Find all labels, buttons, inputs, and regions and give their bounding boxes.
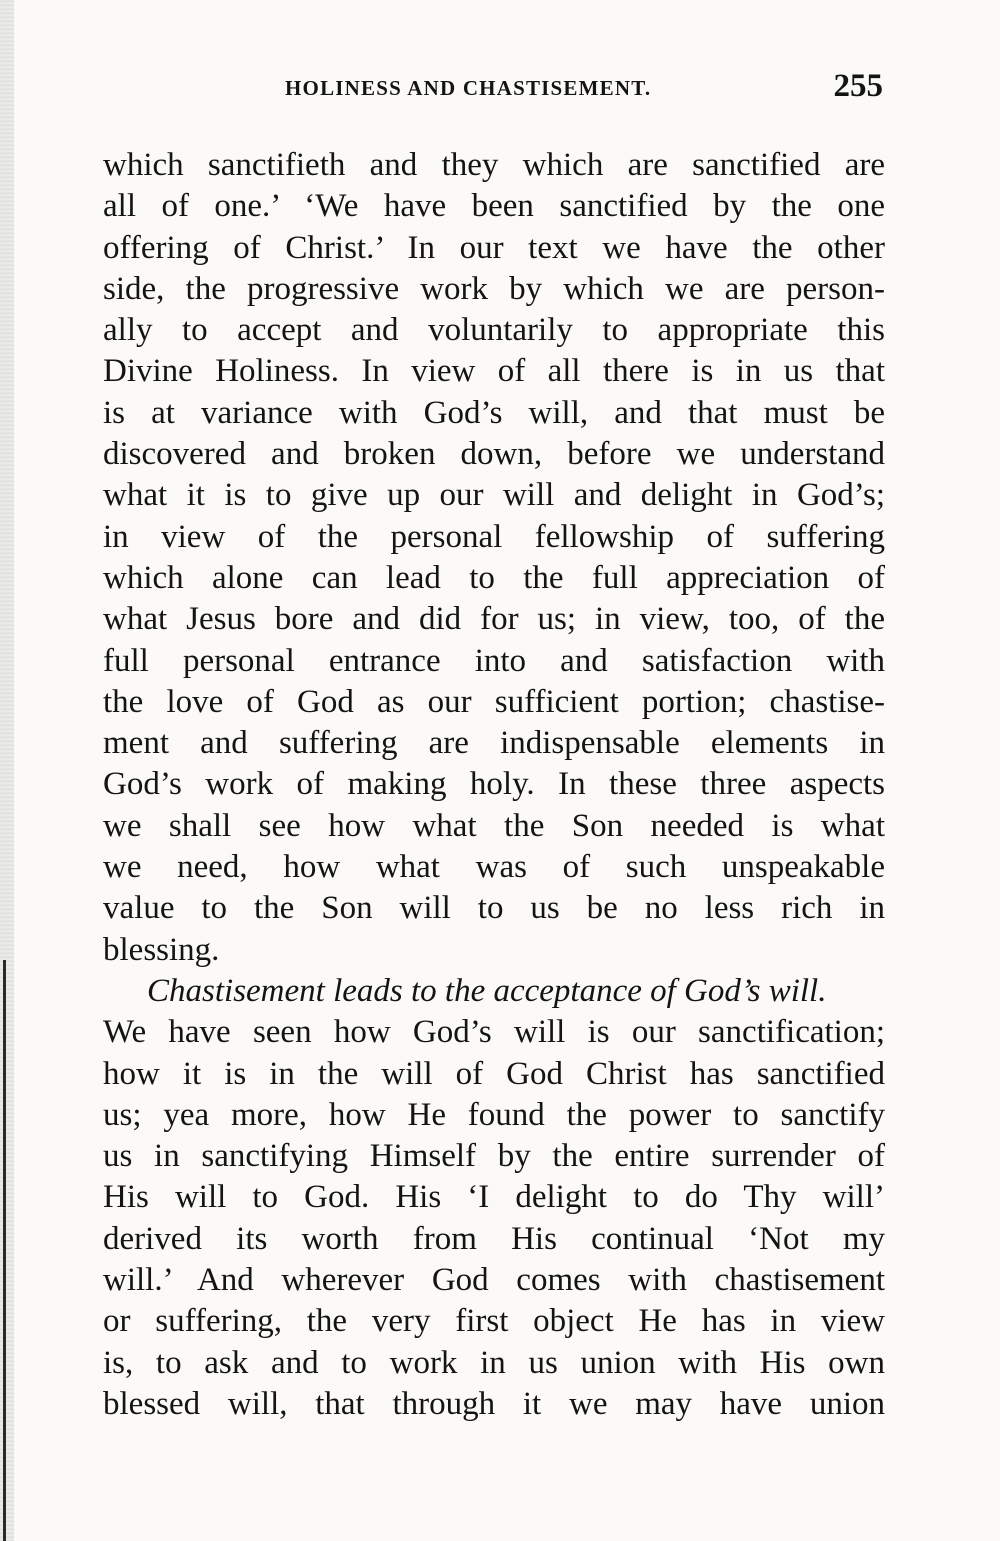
body-line: which sanctifieth and they which are sanctified are — [103, 147, 885, 183]
body-line: value to the Son will to us be no less rich in — [103, 890, 885, 927]
body-line: is at variance with God’s will, and that must be — [103, 394, 885, 431]
body-line: we need, how what was of such unspeakable — [103, 849, 885, 886]
body-line: the love of God as our sufficient portion; chastise- — [103, 683, 885, 720]
body-line: full personal entrance into and satisfaction with — [103, 642, 885, 679]
body-line: God’s work of making holy. In these three aspects — [103, 766, 885, 803]
body-line: which alone can lead to the full appreciation of — [103, 559, 885, 596]
page-header — [103, 66, 885, 110]
body-line: We have seen how God’s will is our sanctification; — [103, 1014, 885, 1051]
body-line: us in sanctifying Himself by the entire surrender of — [103, 1138, 885, 1175]
body-line: blessed will, that through it we may have union — [103, 1385, 885, 1422]
body-line: discovered and broken down, before we understand — [103, 436, 885, 473]
body-line: ment and suffering are indispensable elements in — [103, 725, 885, 762]
body-line: ally to accept and voluntarily to appropriate this — [103, 312, 885, 349]
body-line: us; yea more, how He found the power to sanctify — [103, 1096, 885, 1133]
page-number: 255 — [833, 68, 883, 104]
body-line: what it is to give up our will and delight in God’s; — [103, 477, 885, 514]
body-line: is, to ask and to work in us union with His own — [103, 1344, 885, 1381]
body-line: how it is in the will of God Christ has sanctified — [103, 1055, 885, 1092]
body-line: His will to God. His ‘I delight to do Thy will’ — [103, 1179, 885, 1216]
running-title: HOLINESS AND CHASTISEMENT. — [285, 76, 652, 100]
body-line: all of one.’ ‘We have been sanctified by the one — [103, 188, 885, 225]
body-line: offering of Christ.’ In our text we have the other — [103, 229, 885, 266]
body-line: in view of the personal fellowship of suffering — [103, 518, 885, 555]
body-line: or suffering, the very first object He has in view — [103, 1303, 885, 1340]
body-line: what Jesus bore and did for us; in view, too, of the — [103, 601, 885, 638]
body-line: blessing. — [103, 931, 220, 968]
page-edge-line — [3, 960, 6, 1541]
body-line: we shall see how what the Son needed is what — [103, 807, 885, 844]
body-line: side, the progressive work by which we are person- — [103, 270, 885, 307]
section-heading-line: Chastisement leads to the acceptance of God’s will. — [147, 972, 827, 1009]
body-line: Divine Holiness. In view of all there is in us that — [103, 353, 885, 390]
body-line: derived its worth from His continual ‘Not my — [103, 1220, 885, 1257]
body-line: will.’ And wherever God comes with chastisement — [103, 1262, 885, 1299]
body-text — [103, 145, 885, 1425]
